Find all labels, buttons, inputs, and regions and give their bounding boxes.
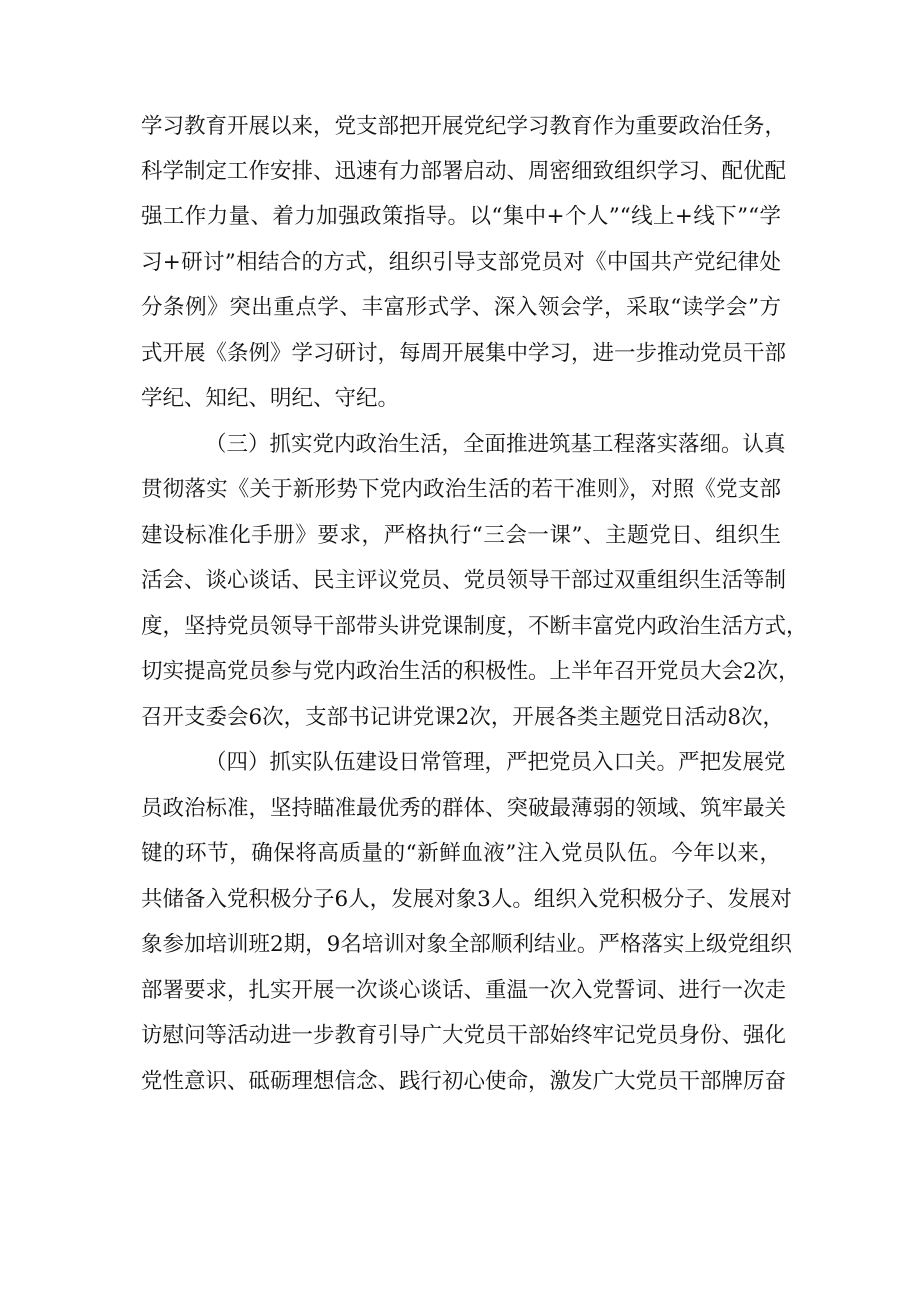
text-line: 式开展《条例》学习研讨，每周开展集中学习，进一步推动党员干部 bbox=[141, 341, 787, 366]
text-line: 建设标准化手册》要求，严格执行“三会一课”、主题党日、组织生 bbox=[141, 523, 781, 548]
text-line: 学纪、知纪、明纪、守纪。 bbox=[141, 386, 400, 411]
text-line: 度，坚持党员领导干部带头讲党课制度，不断丰富党内政治生活方式， bbox=[141, 614, 808, 639]
text-line: （三）抓实党内政治生活，全面推进筑基工程落实落细。认真 bbox=[205, 432, 786, 457]
text-line: 贯彻落实《关于新形势下党内政治生活的若干准则》，对照《党支部 bbox=[141, 477, 781, 502]
text-line: 强工作力量、着力加强政策指导。以“集中+个人”“线上+线下”“学 bbox=[141, 204, 781, 229]
text-line: 象参加培训班2期，9名培训对象全部顺利结业。严格落实上级党组织 bbox=[141, 932, 792, 957]
text-line: 活会、谈心谈话、民主评议党员、党员领导干部过双重组织生活等制 bbox=[141, 568, 787, 593]
text-line: 学习教育开展以来，党支部把开展党纪学习教育作为重要政治任务， bbox=[141, 114, 787, 139]
text-line: 科学制定工作安排、迅速有力部署启动、周密细致组织学习、配优配 bbox=[141, 159, 787, 184]
text-line: （四）抓实队伍建设日常管理，严把党员入口关。严把发展党 bbox=[205, 750, 786, 775]
text-line: 习+研讨”相结合的方式，组织引导支部党员对《中国共产党纪律处 bbox=[141, 250, 781, 275]
text-line: 键的环节，确保将高质量的“新鲜血液”注入党员队伍。今年以来， bbox=[141, 841, 781, 866]
text-line: 访慰问等活动进一步教育引导广大党员干部始终牢记党员身份、强化 bbox=[141, 1023, 787, 1048]
text-line: 切实提高党员参与党内政治生活的积极性。上半年召开党员大会2次， bbox=[141, 659, 800, 684]
text-line: 部署要求，扎实开展一次谈心谈话、重温一次入党誓词、进行一次走 bbox=[141, 978, 787, 1003]
text-line: 共储备入党积极分子6人，发展对象3人。组织入党积极分子、发展对 bbox=[141, 887, 792, 912]
text-line: 分条例》突出重点学、丰富形式学、深入领会学，采取“读学会”方 bbox=[141, 295, 781, 320]
text-line: 员政治标准，坚持瞄准最优秀的群体、突破最薄弱的领域、筑牢最关 bbox=[141, 796, 787, 821]
text-line: 召开支委会6次，支部书记讲党课2次，开展各类主题党日活动8次， bbox=[141, 705, 785, 730]
text-line: 党性意识、砥砺理想信念、践行初心使命，激发广大党员干部牌厉奋 bbox=[141, 1069, 787, 1094]
